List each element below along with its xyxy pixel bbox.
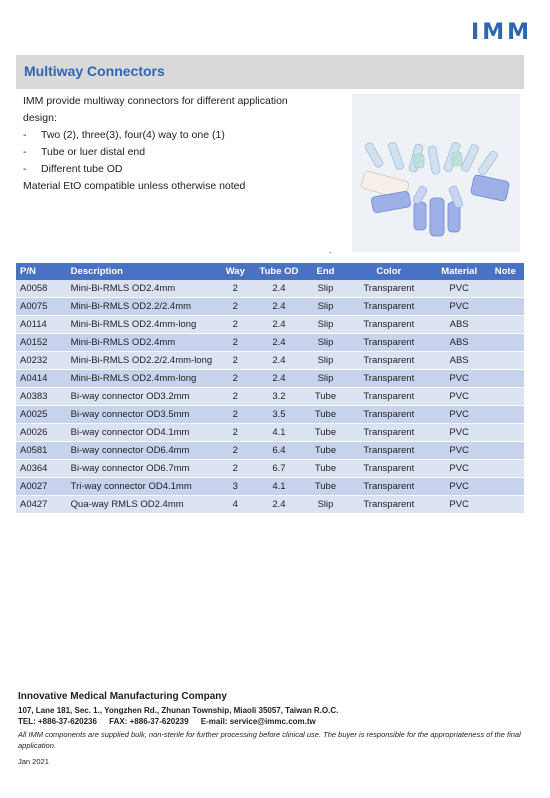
cell-material: ABS	[432, 316, 487, 334]
cell-note	[487, 388, 524, 406]
bullet-text: Different tube OD	[41, 163, 123, 175]
cell-end: Tube	[305, 442, 346, 460]
cell-note	[487, 424, 524, 442]
cell-tube-od: 2.4	[253, 370, 305, 388]
table-row	[16, 460, 524, 478]
cell-way: 3	[218, 478, 253, 496]
cell-note	[487, 442, 524, 460]
section-title: Multiway Connectors	[24, 63, 165, 79]
cell-note	[487, 352, 524, 370]
table-row	[16, 370, 524, 388]
cell-pn: A0027	[16, 478, 67, 496]
company-logo: IMM	[471, 20, 532, 45]
cell-pn: A0581	[16, 442, 67, 460]
cell-note	[487, 280, 524, 298]
fax-number: FAX: +886-37-620239	[109, 717, 189, 726]
cell-pn: A0232	[16, 352, 67, 370]
cell-tube-od: 6.4	[253, 442, 305, 460]
column-header-end: End	[305, 263, 346, 280]
column-header-tube-od: Tube OD	[253, 263, 305, 280]
column-header-pn: P/N	[16, 263, 67, 280]
cell-end: Tube	[305, 478, 346, 496]
cell-color: Transparent	[346, 316, 432, 334]
section-title-bar	[16, 55, 524, 89]
cell-description: Mini-Bi-RMLS OD2.4mm-long	[67, 370, 218, 388]
cell-tube-od: 4.1	[253, 478, 305, 496]
cell-color: Transparent	[346, 352, 432, 370]
cell-way: 2	[218, 442, 253, 460]
cell-description: Mini-Bi-RMLS OD2.2/2.4mm	[67, 298, 218, 316]
table-row	[16, 298, 524, 316]
intro-line-1: IMM provide multiway connectors for different application	[23, 95, 288, 107]
cell-description: Mini-Bi-RMLS OD2.4mm	[67, 280, 218, 298]
cell-end: Slip	[305, 298, 346, 316]
cell-description: Tri-way connector OD4.1mm	[67, 478, 218, 496]
cell-end: Slip	[305, 496, 346, 514]
cell-end: Slip	[305, 280, 346, 298]
cell-color: Transparent	[346, 460, 432, 478]
table-header-row	[16, 263, 524, 280]
cell-color: Transparent	[346, 406, 432, 424]
cell-description: Bi-way connector OD3.2mm	[67, 388, 218, 406]
cell-tube-od: 6.7	[253, 460, 305, 478]
disclaimer-text: All IMM components are supplied bulk, non-sterile for further processing before clinical use. The buyer is responsible for the appropriateness of the final application.	[18, 730, 521, 750]
cell-end: Tube	[305, 460, 346, 478]
table-row	[16, 406, 524, 424]
cell-way: 4	[218, 496, 253, 514]
intro-bullet	[23, 127, 343, 144]
cell-note	[487, 334, 524, 352]
cell-pn: A0058	[16, 280, 67, 298]
cell-note	[487, 316, 524, 334]
cell-color: Transparent	[346, 280, 432, 298]
table-row	[16, 280, 524, 298]
cell-tube-od: 3.2	[253, 388, 305, 406]
cell-material: PVC	[432, 298, 487, 316]
intro-bullet	[23, 161, 343, 178]
intro-text	[23, 93, 343, 195]
cell-color: Transparent	[346, 298, 432, 316]
cell-material: ABS	[432, 334, 487, 352]
cell-color: Transparent	[346, 478, 432, 496]
cell-way: 2	[218, 352, 253, 370]
table-row	[16, 478, 524, 496]
cell-color: Transparent	[346, 496, 432, 514]
cell-pn: A0414	[16, 370, 67, 388]
column-header-description: Description	[67, 263, 218, 280]
cell-note	[487, 478, 524, 496]
column-header-material: Material	[432, 263, 487, 280]
document-date: Jan 2021	[18, 757, 49, 766]
cell-end: Tube	[305, 424, 346, 442]
cell-pn: A0383	[16, 388, 67, 406]
product-photo	[352, 94, 520, 252]
cell-description: Bi-way connector OD6.4mm	[67, 442, 218, 460]
cell-material: PVC	[432, 370, 487, 388]
cell-note	[487, 298, 524, 316]
connector-illustration	[352, 94, 520, 252]
column-header-way: Way	[218, 263, 253, 280]
table-row	[16, 352, 524, 370]
cell-description: Bi-way connector OD6.7mm	[67, 460, 218, 478]
cell-material: PVC	[432, 280, 487, 298]
company-address: 107, Lane 181, Sec. 1., Yongzhen Rd., Zhunan Township, Miaoli 35057, Taiwan R.O.C.	[18, 706, 339, 715]
cell-color: Transparent	[346, 388, 432, 406]
bullet-marker: -	[23, 146, 27, 158]
cell-description: Mini-Bi-RMLS OD2.4mm	[67, 334, 218, 352]
cell-pn: A0114	[16, 316, 67, 334]
cell-material: PVC	[432, 388, 487, 406]
cell-way: 2	[218, 388, 253, 406]
cell-material: PVC	[432, 460, 487, 478]
bullet-text: Tube or luer distal end	[41, 146, 146, 158]
email-address: E-mail: service@immc.com.tw	[200, 717, 316, 726]
column-header-note: Note	[487, 263, 524, 280]
phone-number: TEL: +886-37-620236	[18, 717, 97, 726]
photo-marker: -	[329, 248, 332, 257]
cell-end: Slip	[305, 316, 346, 334]
cell-tube-od: 3.5	[253, 406, 305, 424]
cell-way: 2	[218, 334, 253, 352]
table-row	[16, 424, 524, 442]
cell-way: 2	[218, 406, 253, 424]
cell-note	[487, 460, 524, 478]
table-row	[16, 442, 524, 460]
cell-pn: A0152	[16, 334, 67, 352]
intro-bullet	[23, 144, 343, 161]
cell-end: Slip	[305, 334, 346, 352]
cell-way: 2	[218, 316, 253, 334]
cell-tube-od: 2.4	[253, 316, 305, 334]
cell-end: Slip	[305, 352, 346, 370]
cell-tube-od: 2.4	[253, 496, 305, 514]
cell-description: Mini-Bi-RMLS OD2.2/2.4mm-long	[67, 352, 218, 370]
intro-line-2: design:	[23, 112, 57, 124]
cell-description: Qua-way RMLS OD2.4mm	[67, 496, 218, 514]
cell-note	[487, 370, 524, 388]
cell-note	[487, 496, 524, 514]
cell-color: Transparent	[346, 370, 432, 388]
cell-color: Transparent	[346, 442, 432, 460]
cell-way: 2	[218, 424, 253, 442]
table-row	[16, 388, 524, 406]
cell-tube-od: 4.1	[253, 424, 305, 442]
cell-color: Transparent	[346, 334, 432, 352]
cell-material: PVC	[432, 478, 487, 496]
material-note: Material EtO compatible unless otherwise noted	[23, 180, 246, 192]
bullet-marker: -	[23, 129, 27, 141]
cell-material: PVC	[432, 442, 487, 460]
cell-end: Tube	[305, 406, 346, 424]
cell-way: 2	[218, 460, 253, 478]
cell-material: PVC	[432, 496, 487, 514]
table-row	[16, 316, 524, 334]
cell-description: Bi-way connector OD4.1mm	[67, 424, 218, 442]
cell-tube-od: 2.4	[253, 280, 305, 298]
cell-tube-od: 2.4	[253, 352, 305, 370]
cell-description: Mini-Bi-RMLS OD2.4mm-long	[67, 316, 218, 334]
cell-pn: A0364	[16, 460, 67, 478]
cell-pn: A0026	[16, 424, 67, 442]
cell-end: Slip	[305, 370, 346, 388]
footer	[18, 691, 528, 766]
cell-material: ABS	[432, 352, 487, 370]
table-row	[16, 334, 524, 352]
cell-end: Tube	[305, 388, 346, 406]
contact-line	[18, 716, 528, 727]
cell-note	[487, 406, 524, 424]
product-table	[16, 263, 524, 514]
bullet-text: Two (2), three(3), four(4) way to one (1)	[41, 129, 225, 141]
cell-tube-od: 2.4	[253, 334, 305, 352]
company-name: Innovative Medical Manufacturing Company	[18, 691, 227, 702]
cell-way: 2	[218, 370, 253, 388]
cell-way: 2	[218, 280, 253, 298]
bullet-marker: -	[23, 163, 27, 175]
cell-pn: A0025	[16, 406, 67, 424]
table-row	[16, 496, 524, 514]
column-header-color: Color	[346, 263, 432, 280]
cell-color: Transparent	[346, 424, 432, 442]
cell-material: PVC	[432, 424, 487, 442]
cell-description: Bi-way connector OD3.5mm	[67, 406, 218, 424]
cell-pn: A0075	[16, 298, 67, 316]
cell-tube-od: 2.4	[253, 298, 305, 316]
cell-way: 2	[218, 298, 253, 316]
cell-pn: A0427	[16, 496, 67, 514]
cell-material: PVC	[432, 406, 487, 424]
